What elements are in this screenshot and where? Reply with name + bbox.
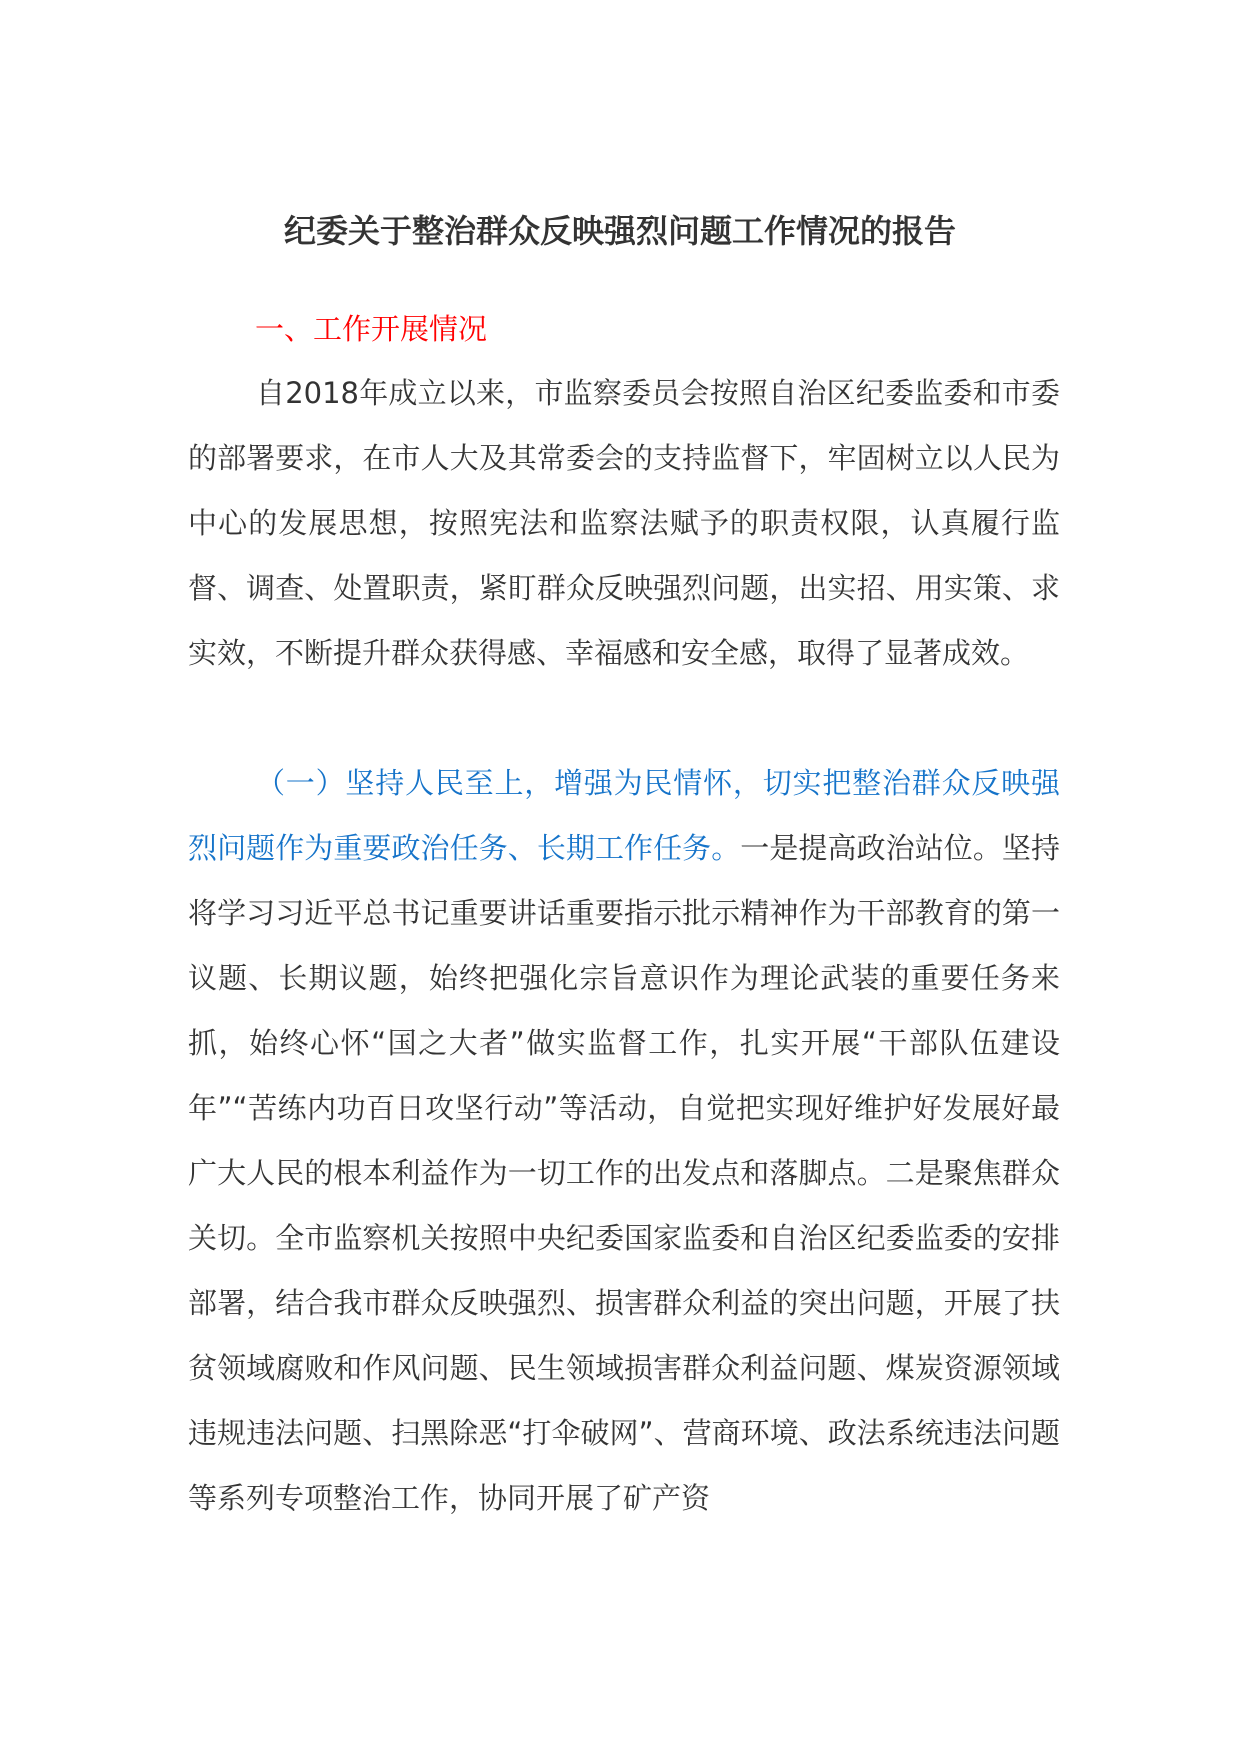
paragraph-body: 一是提高政治站位。坚持将学习习近平总书记重要讲话重要指示批示精神作为干部教育的第一议题、长期议题，始终把强化宗旨意识作为理论武装的重要任务来抓，始终心怀“国之大者”做实监督工作，扎实开展“干部队伍建设年”“苦练内功百日攻坚行动”等活动，自觉把实现好维护好发展好最广大人民的根本利益作为一切工作的出发点和落脚点。二是聚焦群众关切。全市监察机关按照中央纪委国家监委和自治区纪委监委的安排部署，结合我市群众反映强烈、损害群众利益的突出问题，开展了扶贫领域腐败和作风问题、民生领域损害群众利益问题、煤炭资源领域违规违法问题、扫黑除恶“打伞破网”、营商环境、政法系统违法问题等系列专项整治工作，协同开展了矿产资 [188,831,1060,1515]
section-heading: 一、工作开展情况 [255,312,488,346]
paragraph [188,751,1060,1531]
document-title: 纪委关于整治群众反映强烈问题工作情况的报告 [283,212,956,250]
paragraph: 自2018年成立以来，市监察委员会按照自治区纪委监委和市委的部署要求，在市人大及其常委会的支持监督下，牢固树立以人民为中心的发展思想，按照宪法和监察法赋予的职责权限，认真履行监督、调查、处置职责，紧盯群众反映强烈问题，出实招、用实策、求实效，不断提升群众获得感、幸福感和安全感，取得了显著成效。 [188,376,1060,670]
subsection-heading: （一）坚持人民至上，增强为民情怀，切实把整治群众反映强烈问题作为重要政治任务、长期工作任务。 [188,766,1060,865]
